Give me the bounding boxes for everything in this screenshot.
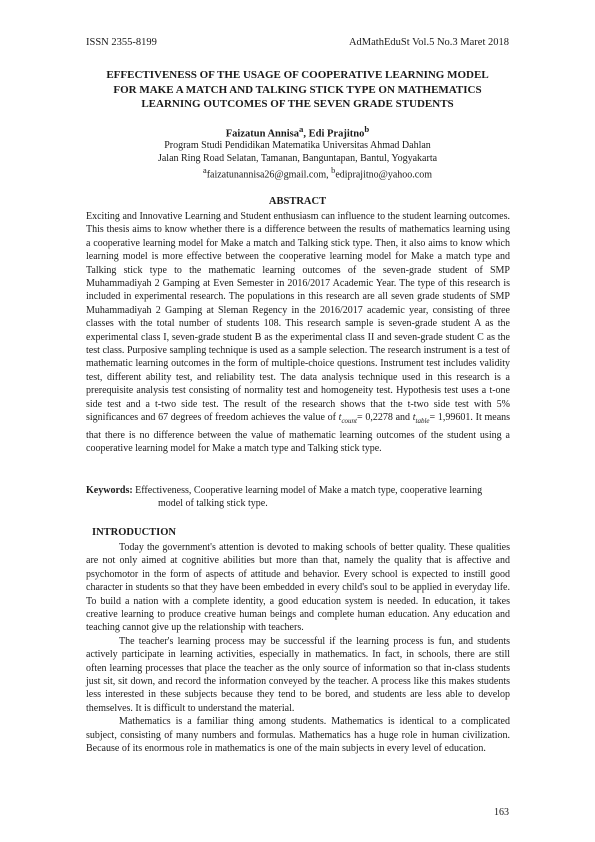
email-address: faizatunannisa26@gmail.com: [206, 169, 327, 181]
email-address: ediprajitno@yahoo.com: [335, 169, 432, 181]
author-superscript: b: [364, 124, 370, 134]
email-superscript: b: [331, 166, 336, 175]
t-table-symbol: $t_{table}$: [412, 412, 430, 426]
body-paragraph: The teacher's learning process may be successful if the learning process is fun, and students actively participate in learning activities, especially in mathematics. In fact, in schools, there are still often learning processes that place the teacher as the only source of information so that in-class students just sit, sit down, and record the information conveyed by the teacher. A process like this makes students less interested in these subjects because they tend to be bored, and students are less able to develop themselves. It is difficult to understand the material.: [86, 635, 510, 714]
t-count-symbol: $t_{count}$: [338, 412, 358, 426]
abstract-body: [86, 210, 510, 455]
keywords: [86, 484, 510, 511]
abstract-text: . It means that there is no difference between the value of mathematic learning outcomes of the student using a cooperative learning model for Make a match type and Talking stick type.: [86, 412, 511, 454]
issn-header: ISSN 2355-8199: [86, 37, 157, 48]
affiliation-line: Jalan Ring Road Selatan, Tamanan, Banguntapan, Bantul, Yogyakarta: [157, 152, 438, 164]
title-line: FOR MAKE A MATCH AND TALKING STICK TYPE ON MATHEMATICS: [113, 83, 482, 96]
keywords-text: model of talking stick type.: [158, 498, 268, 510]
paper-title: [86, 68, 509, 112]
author-emails: [86, 165, 509, 182]
author-name: Edi Prajitno: [308, 128, 365, 140]
abstract-heading: ABSTRACT: [268, 196, 327, 207]
title-line: LEARNING OUTCOMES OF THE SEVEN GRADE STUDENTS: [141, 98, 454, 110]
authors: [86, 124, 509, 140]
journal-header: AdMathEduSt Vol.5 No.3 Maret 2018: [348, 37, 509, 48]
email-separator: ,: [326, 169, 332, 181]
introduction-body: [86, 541, 510, 756]
email-superscript: a: [202, 166, 207, 175]
author-superscript: a: [299, 124, 304, 134]
title-line: EFFECTIVENESS OF THE USAGE OF COOPERATIVE LEARNING MODEL: [106, 69, 489, 81]
introduction-heading: INTRODUCTION: [92, 527, 177, 538]
body-paragraph: Today the government's attention is devoted to making schools of better quality. These qualities are not only aimed at cognitive abilities but more than that, namely the quality that is affective and psychomotor in the form of aspects of attitude and behavior. Every school is expected to instill good character in students so that they have been embedded in every child's soul to be applied in everyday life. To build a nation with a complete identity, a good education system is needed. In education, it takes creative learning to produce creative human beings and complete human education. Any education and teaching cannot give up the relationship with teachers.: [86, 542, 510, 634]
keywords-text: Effectiveness, Cooperative learning model of Make a match type, cooperative learning: [132, 485, 483, 496]
body-paragraph: Mathematics is a familiar thing among students. Mathematics is identical to a complicated subject, consisting of many numbers and formulas. Mathematics has a huge role in human civilization. Because of its enormous role in mathematics is one of the main subjects in every level of education.: [86, 716, 510, 755]
author-separator: ,: [303, 128, 309, 140]
affiliation-line: Program Studi Pendidikan Matematika Universitas Ahmad Dahlan: [164, 140, 431, 151]
keywords-label: Keywords:: [86, 485, 133, 496]
t-table-value: = 1,99601: [429, 412, 471, 424]
author-name: Faizatun Annisa: [225, 128, 299, 140]
page-number: 163: [494, 807, 509, 818]
t-count-value: = 0,2278 and: [357, 412, 413, 424]
affiliation: [86, 140, 509, 182]
abstract-text: Exciting and Innovative Learning and Student enthusiasm can influence to the student learning outcomes. This thesis aims to know whether there is a difference between the results of mathematics learning using a cooperative learning model for Make a match and Talking stick type. Then, it also aims to know which learning model is more effective between the cooperative learning model for Make a match type and Talking stick type to the mathematic learning outcomes of the seven-grade student of SMP Muhammadiyah 2 Gamping at Even Semester in 2016/2017 Academic Year. The type of this research is included in experimental research. The populations in this research are all seven grade students of SMP Muhammadiyah 2 Gamping at Sleman Regency in the 2016/2017 academic year, consisting of three classes with the total number of students 108. This research sample is seven-grade student A as the experimental class I, seven-grade student B as the experimental class II and seven-grade student C as the test class. Purposive sampling technique is used as a sample selection. The research instrument is a test of mathematic learning outcomes in the form of multiple-choice questions. Instrument test includes validity test, different ability test, and reliability test. The data analysis technique used in this research is a prerequisite analysis test consisting of normality test and homogeneity test. Hypothesis test uses a t-one side test and a t-two side test. The result of the research shows that the t-two side test with 5% significances and 67 degrees of freedom achieves the value of: [86, 211, 510, 424]
